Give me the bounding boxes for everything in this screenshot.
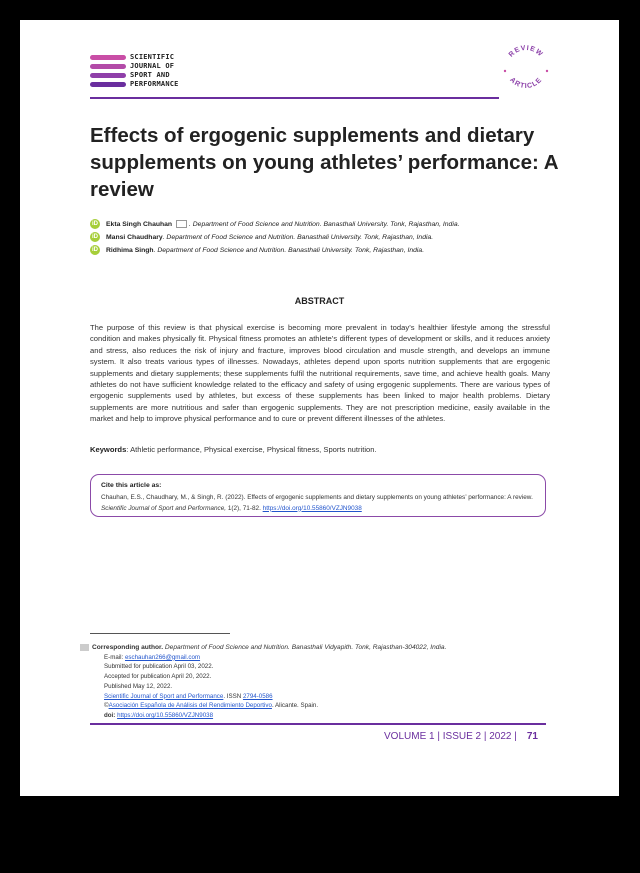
header-divider (90, 97, 499, 99)
corr-text: Department of Food Science and Nutrition. Banasthali Vidyapith. Tonk, Rajasthan-304022, India. (163, 644, 447, 651)
abstract-heading: ABSTRACT (294, 296, 345, 306)
submitted-date: Submitted for publication April 03, 2022. (104, 663, 214, 671)
email-label: E-mail: (104, 653, 125, 661)
logo-bar (90, 64, 126, 69)
svg-text:REVIEW (508, 45, 544, 59)
doi-label: doi: (104, 711, 118, 719)
mail-icon[interactable] (176, 220, 187, 228)
orcid-icon[interactable]: iD (92, 247, 98, 254)
orcid-icon[interactable]: iD (92, 234, 98, 241)
badge-top-text: REVIEW (507, 44, 545, 59)
citation-authors: Chauhan, E.S., Chaudhary, M., & Singh, R. (2022). Effects of ergogenic supplements and dietary supplements on young athletes’ performance: A review. (101, 494, 533, 501)
abstract-text: The purpose of this review is that physical exercise is becoming more prevalent in today’s healthier lifestyle among the stressful condition and makes physically fit. Physical fitness promotes an athlete’s different types of development or skills, and it reduces anxiety and stress, also reduces the risk of injury and fracture, improves blood circulation and muscle strength, and develops an immune system. It also treats various types of illnesses. Nowadays, athletes depend upon sports nutrition supplements that are ergogenic supplements and dietary supplements; these supplements fulfil the nutritional requirements, save time, and achieve health goals. Many athletes do not have sufficient knowledge related to the efficacy and safety of using ergogenic supplements. There are various types of ergogenic supplements used by athletes, but excess of these supplements has been linked to major health problems. Dietary supplements are more nutritious and safer than ergogenic supplements. They are not prescription medicine, easily available in the market and help to improve physical performance and to cure or prevent different illnesses of the athletes. (90, 323, 550, 424)
citation-box (90, 474, 546, 517)
paper-page (20, 20, 619, 796)
author-list (90, 218, 570, 257)
svg-text:ARTICLE (508, 76, 543, 90)
citation-volume: 1(2), 71-82. (226, 504, 263, 512)
page-footer (20, 731, 538, 742)
orcid-icon[interactable]: iD (92, 221, 98, 228)
author-name: Mansi Chaudhary (106, 234, 163, 241)
corr-label: Corresponding author. (92, 644, 164, 651)
doi-link[interactable]: https://doi.org/10.55860/VZJN9038 (117, 711, 214, 719)
logo-line-2: JOURNAL OF (130, 62, 175, 70)
mail-icon (80, 644, 89, 651)
issn-link[interactable]: 2794-0586 (242, 692, 273, 700)
journal-issn (80, 692, 550, 702)
footnote-divider (90, 633, 230, 634)
citation-heading: Cite this article as: (101, 482, 162, 489)
published-date: Published May 12, 2022. (104, 682, 173, 690)
logo-text (130, 53, 179, 89)
citation-journal: Scientific Journal of Sport and Performance, (101, 504, 227, 512)
badge-bottom-text: ARTICLE (508, 76, 544, 91)
citation-text (101, 493, 539, 514)
journal-link[interactable]: Scientific Journal of Sport and Performance (104, 692, 224, 700)
logo-line-4: PERFORMANCE (130, 80, 179, 88)
author-affiliation: . Department of Food Science and Nutrition. Banasthali University. Tonk, Rajasthan, India. (153, 247, 425, 254)
citation-doi-link[interactable]: https://doi.org/10.55860/VZJN9038 (262, 504, 362, 512)
logo-line-1: SCIENTIFIC (130, 53, 175, 61)
footnote (80, 643, 550, 721)
author-name: Ridhima Singh (106, 247, 154, 254)
footer-divider (90, 723, 546, 725)
logo-bar (90, 73, 126, 78)
email-link[interactable]: eschauhan266@gmail.com (124, 653, 201, 661)
copyright-link[interactable]: Asociación Española de Análisis del Rendimiento Deportivo (108, 702, 272, 710)
logo-bar (90, 82, 126, 87)
copyright-suffix: . Alicante. Spain. (271, 702, 319, 710)
issue-info: VOLUME 1 | ISSUE 2 | 2022 | (384, 731, 517, 742)
logo-line-3: SPORT AND (130, 71, 170, 79)
issn-label: . ISSN (223, 692, 243, 700)
author-affiliation: . Department of Food Science and Nutrition. Banasthali University. Tonk, Rajasthan, India. (162, 234, 434, 241)
logo-bar (90, 55, 126, 60)
review-article-badge (500, 42, 552, 94)
author-item (90, 244, 570, 257)
author-name: Ekta Singh Chauhan (106, 221, 173, 228)
doi-line (80, 711, 550, 721)
email-line (80, 653, 550, 663)
page-number: 71 (526, 731, 538, 742)
author-item (90, 231, 570, 244)
paper-title: Effects of ergogenic supplements and dietary supplements on young athletes’ performance: A review (90, 124, 558, 201)
copyright-line (80, 701, 550, 711)
keywords-label: Keywords (90, 445, 127, 454)
corresponding-author (80, 643, 550, 653)
author-item (90, 218, 570, 231)
keywords-list: : Athletic performance, Physical exercise, Physical fitness, Sports nutrition. (126, 445, 377, 454)
copyright-prefix: © (104, 702, 109, 710)
journal-logo (90, 53, 190, 93)
author-affiliation: . Department of Food Science and Nutrition. Banasthali University. Tonk, Rajasthan, India. (188, 221, 460, 228)
accepted-date: Accepted for publication April 20, 2022. (104, 673, 212, 681)
keywords (90, 444, 550, 455)
